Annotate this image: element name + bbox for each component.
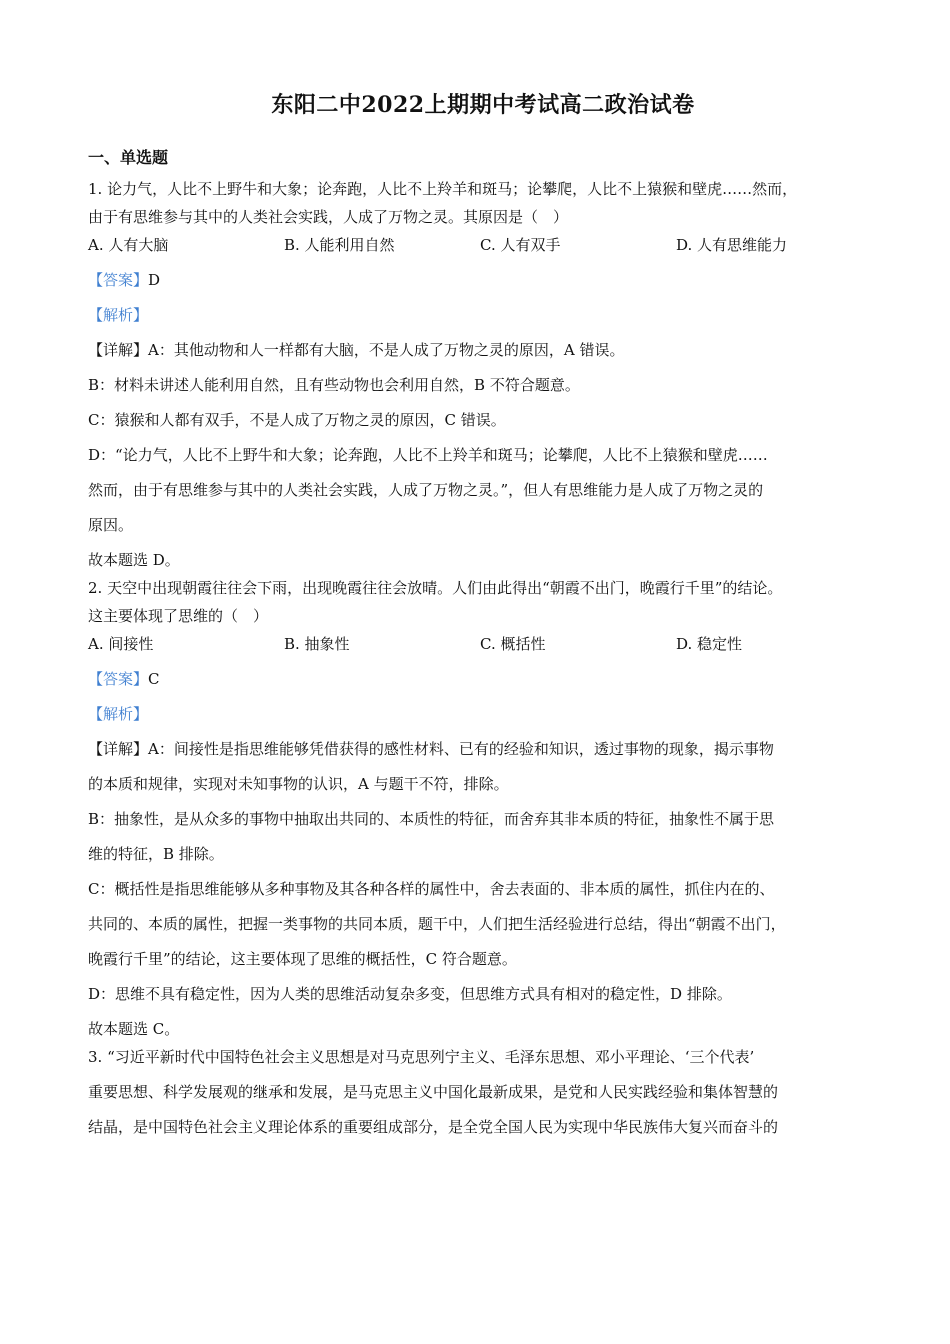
q2-detail-6: 共同的、本质的属性，把握一类事物的共同本质，题干中，人们把生活经验进行总结，得出“朝霞不出门， (88, 915, 786, 933)
q2-answer (88, 668, 878, 690)
q2-option-a: A. 间接性 (88, 635, 154, 653)
q1-detail-5: 然而，由于有思维参与其中的人类社会实践，人成了万物之灵。”，但人有思维能力是人成了万物之灵的 (88, 481, 764, 499)
q2-option-b: B. 抽象性 (284, 635, 350, 653)
page-title: 东阳二中2022上期期中考试高二政治试卷 (271, 92, 695, 118)
q3-stem-line-2: 重要思想、科学发展观的继承和发展，是马克思主义中国化最新成果，是党和人民实践经验和集体智慧的 (88, 1083, 779, 1101)
answer-tag: 【答案】 (88, 271, 149, 289)
q2-conclusion: 故本题选 C。 (88, 1020, 180, 1038)
q2-analysis-tag: 【解析】 (88, 705, 149, 723)
q2-stem-line-2: 这主要体现了思维的（ ） (88, 607, 269, 625)
q1-option-b: B. 人能利用自然 (284, 236, 395, 254)
q2-options (88, 633, 878, 655)
q1-detail-6: 原因。 (88, 516, 134, 534)
q1-options (88, 234, 878, 256)
q2-answer-value: C (148, 670, 160, 688)
document-page (88, 88, 878, 1151)
q2-detail-8: D：思维不具有稳定性，因为人类的思维活动复杂多变，但思维方式具有相对的稳定性，D 排除。 (88, 985, 732, 1003)
q2-detail-5: C：概括性是指思维能够从多种事物及其各种各样的属性中，舍去表面的、非本质的属性，抓住内在的、 (88, 880, 775, 898)
q1-conclusion: 故本题选 D。 (88, 551, 180, 569)
q3-stem-line-3: 结晶，是中国特色社会主义理论体系的重要组成部分，是全党全国人民为实现中华民族伟大复兴而奋斗的 (88, 1118, 779, 1136)
q1-detail-4: D：“论力气，人比不上野牛和大象；论奔跑，人比不上羚羊和斑马；论攀爬，人比不上猿猴和壁虎…… (88, 446, 768, 464)
detail-tag: 【详解】 (88, 740, 149, 758)
q1-option-d: D. 人有思维能力 (676, 236, 788, 254)
q1-analysis-tag: 【解析】 (88, 306, 149, 324)
q2-detail-1: 【详解】A：间接性是指思维能够凭借获得的感性材料、已有的经验和知识，透过事物的现象，揭示事物 (88, 740, 774, 758)
section-heading: 一、单选题 (88, 148, 169, 167)
q3-stem-line-1: 3. “习近平新时代中国特色社会主义思想是对马克思列宁主义、毛泽东思想、邓小平理论、‘三个代表’ (88, 1048, 755, 1066)
detail-tag: 【详解】 (88, 341, 149, 359)
q1-answer (88, 269, 878, 291)
q1-option-c: C. 人有双手 (480, 236, 561, 254)
q2-option-c: C. 概括性 (480, 635, 546, 653)
q2-detail-4: 维的特征，B 排除。 (88, 845, 224, 863)
q2-detail-3: B：抽象性，是从众多的事物中抽取出共同的、本质性的特征，而舍弃其非本质的特征，抽象性不属于思 (88, 810, 775, 828)
q1-stem-line-1: 1. 论力气，人比不上野牛和大象；论奔跑，人比不上羚羊和斑马；论攀爬，人比不上猿猴和壁虎……然而， (88, 180, 798, 198)
q1-stem-line-2: 由于有思维参与其中的人类社会实践，人成了万物之灵。其原因是（ ） (88, 208, 569, 226)
q1-detail-1: 【详解】A：其他动物和人一样都有大脑，不是人成了万物之灵的原因，A 错误。 (88, 341, 625, 359)
q1-answer-value: D (148, 271, 161, 289)
q2-detail-2: 的本质和规律，实现对未知事物的认识，A 与题干不符，排除。 (88, 775, 509, 793)
q1-option-a: A. 人有大脑 (88, 236, 169, 254)
q2-detail-7: 晚霞行千里”的结论，这主要体现了思维的概括性，C 符合题意。 (88, 950, 517, 968)
q1-detail-2: B：材料未讲述人能利用自然，且有些动物也会利用自然，B 不符合题意。 (88, 376, 580, 394)
q2-option-d: D. 稳定性 (676, 635, 743, 653)
q2-stem-line-1: 2. 天空中出现朝霞往往会下雨，出现晚霞往往会放晴。人们由此得出“朝霞不出门，晚霞行千里”的结论。 (88, 579, 783, 597)
answer-tag: 【答案】 (88, 670, 149, 688)
q1-detail-3: C：猿猴和人都有双手，不是人成了万物之灵的原因，C 错误。 (88, 411, 506, 429)
